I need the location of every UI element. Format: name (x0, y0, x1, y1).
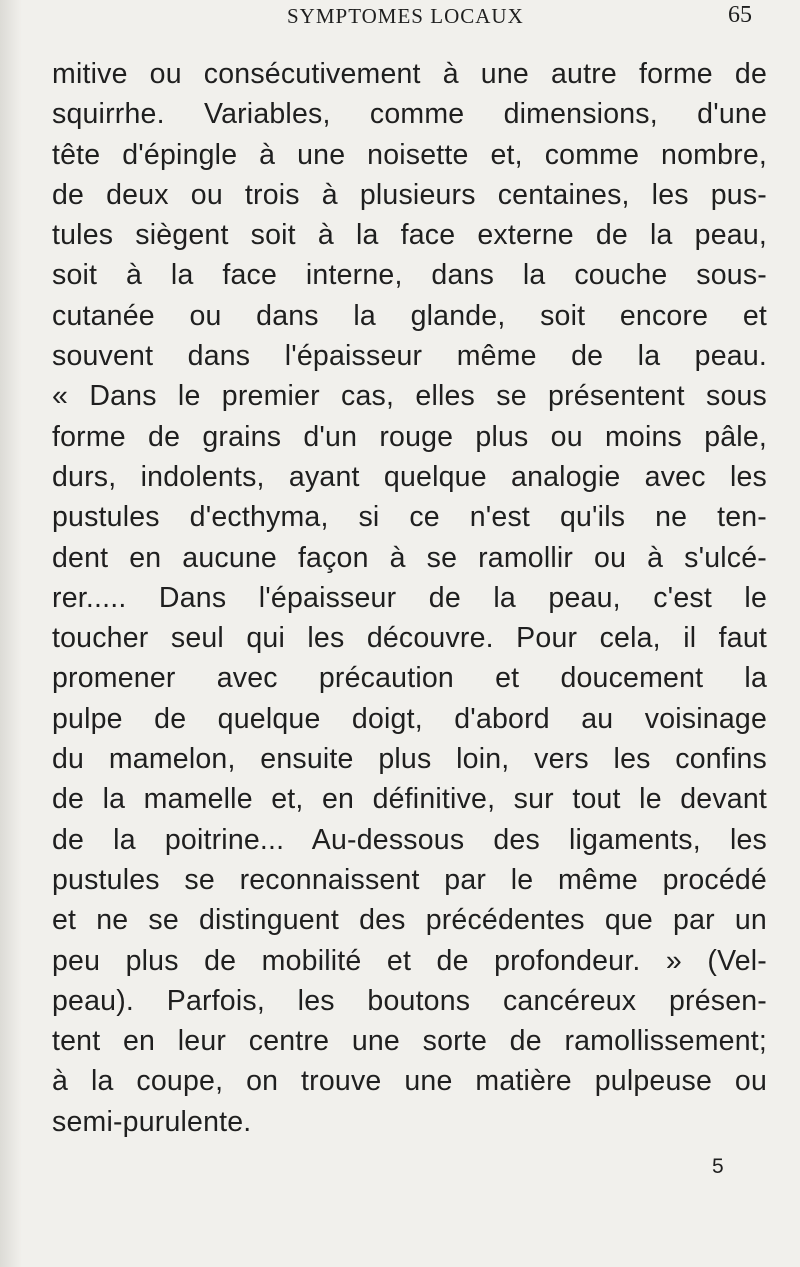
text-line: pulpe de quelque doigt, d'abord au voisinage (52, 702, 767, 735)
signature-mark: 5 (712, 1155, 724, 1178)
text-line: pustules d'ecthyma, si ce n'est qu'ils ne ten- (52, 501, 767, 534)
text-line: semi-purulente. (52, 1105, 252, 1138)
body-text (52, 54, 767, 1142)
text-line: « Dans le premier cas, elles se présentent sous (52, 380, 767, 413)
text-line: de deux ou trois à plusieurs centaines, les pus- (52, 178, 767, 211)
text-line: du mamelon, ensuite plus loin, vers les confins (52, 743, 767, 776)
text-line: soit à la face interne, dans la couche sous- (52, 259, 767, 292)
text-line: peu plus de mobilité et de profondeur. » (Vel- (52, 944, 767, 977)
text-line: squirrhe. Variables, comme dimensions, d'une (52, 98, 767, 131)
text-line: promener avec précaution et doucement la (52, 662, 767, 695)
text-line: mitive ou consécutivement à une autre forme de (52, 58, 767, 90)
text-line: cutanée ou dans la glande, soit encore et (52, 299, 767, 332)
text-line: tules siègent soit à la face externe de la peau, (52, 219, 767, 252)
text-line: rer..... Dans l'épaisseur de la peau, c'est le (52, 581, 767, 614)
text-line: toucher seul qui les découvre. Pour cela, il faut (52, 622, 767, 655)
page-number: 65 (728, 2, 752, 28)
running-title: SYMPTOMES LOCAUX (287, 4, 524, 28)
text-line: tent en leur centre une sorte de ramollissement; (52, 1025, 767, 1058)
text-line: dent en aucune façon à se ramollir ou à s'ulcé- (52, 541, 767, 574)
text-line: et ne se distinguent des précédentes que par un (52, 904, 767, 937)
text-line: tête d'épingle à une noisette et, comme nombre, (52, 138, 767, 171)
text-line: souvent dans l'épaisseur même de la peau. (52, 340, 767, 373)
text-line: de la poitrine... Au-dessous des ligaments, les (52, 823, 767, 856)
text-line: de la mamelle et, en définitive, sur tout le devant (52, 783, 767, 816)
page-gutter-shadow (0, 0, 22, 1267)
text-line: pustules se reconnaissent par le même procédé (52, 863, 767, 896)
text-line: forme de grains d'un rouge plus ou moins pâle, (52, 420, 767, 453)
text-line: peau). Parfois, les boutons cancéreux présen- (52, 984, 767, 1017)
text-line: à la coupe, on trouve une matière pulpeuse ou (52, 1065, 767, 1098)
running-header (0, 2, 800, 36)
text-line: durs, indolents, ayant quelque analogie avec les (52, 460, 767, 493)
